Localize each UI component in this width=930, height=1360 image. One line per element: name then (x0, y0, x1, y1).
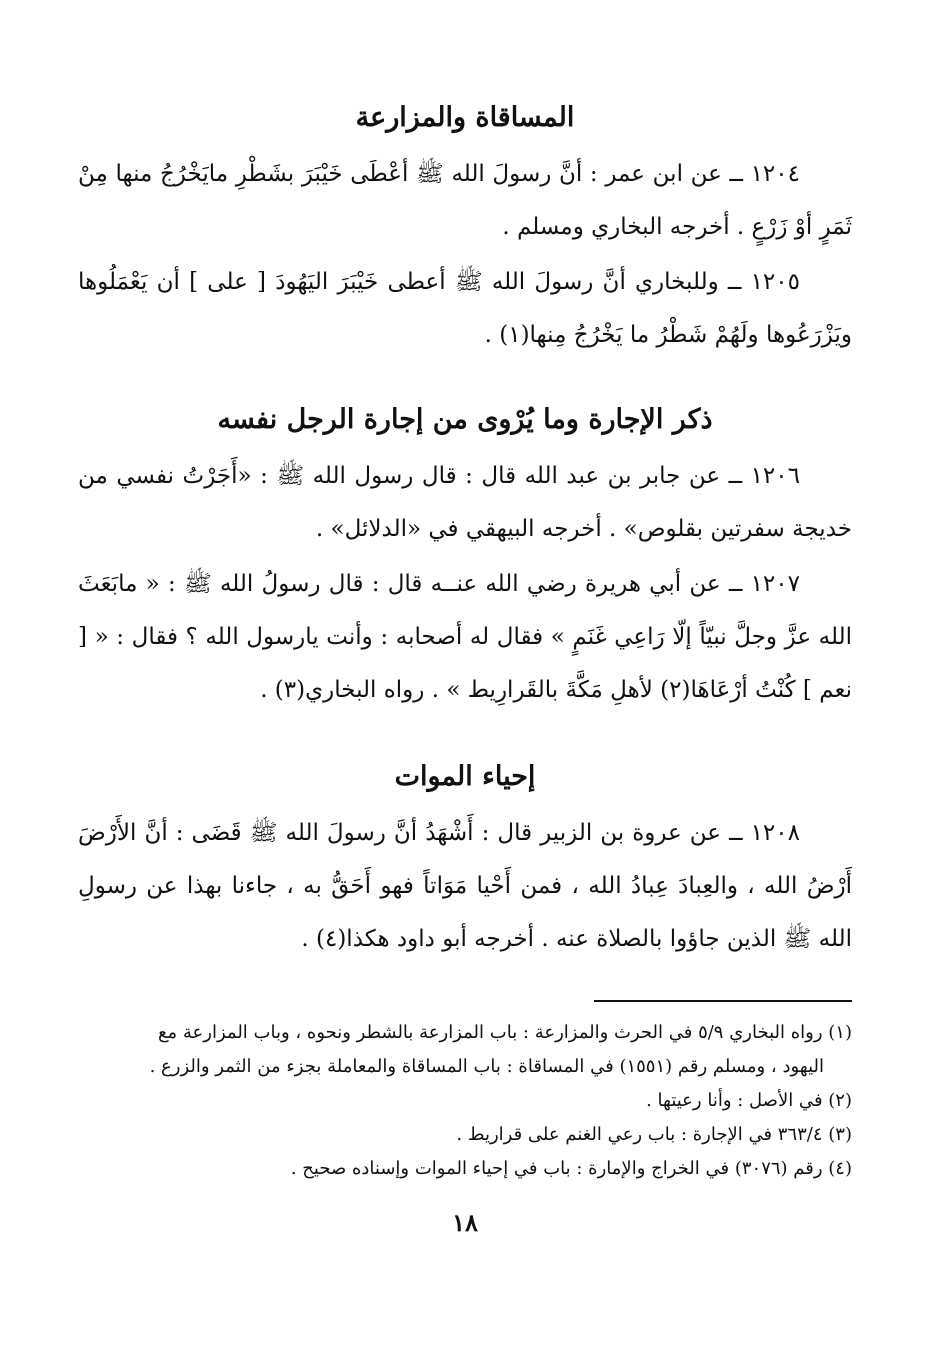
footnote-divider (594, 1000, 852, 1002)
footnote-4: (٤) رقم (٣٠٧٦) في الخراج والإمارة : باب في إحياء الموات وإسناده صحيح . (290, 1158, 852, 1179)
footnote-1-continuation: اليهود ، ومسلم رقم (١٥٥١) في المساقاة : باب المساقاة والمعاملة بجزء من الثمر والزرع . (149, 1056, 824, 1077)
section-title: المساقاة والمزارعة (355, 102, 575, 133)
hadith-1205: ١٢٠٥ ــ وللبخاري أنَّ رسولَ الله ﷺ أعطى خَيْبَرَ اليَهُودَ [ على ] أن يَعْمَلُوها ويَزْرَعُوها ولَهُمْ شَطْرُ ما يَخْرُجُ مِنها(١) . (78, 269, 852, 348)
hadith-1208: ١٢٠٨ ــ عن عروة بن الزبير قال : أَشْهَدُ أنَّ رسولَ الله ﷺ قَضَى : أنَّ الأَرْضَ أَرْضُ الله ، والعِبادَ عِبادُ الله ، فمن أَحْيا مَوَاتاً فهو أَحَقُّ به ، جاءنا بهذا عن رسولِ الله ﷺ الذين جاؤوا بالصلاة عنه . أخرجه أبو داود هكذا(٤) . (78, 820, 852, 952)
section-title: إحياء الموات (394, 761, 536, 792)
hadith-1204: ١٢٠٤ ــ عن ابن عمر : أنَّ رسولَ الله ﷺ أعْطَى خَيْبَرَ بشَطْرِ مايَخْرُجُ منها مِنْ ثَمَرٍ أوْ زَرْعٍ . أخرجه البخاري ومسلم . (78, 161, 852, 240)
section-title: ذكر الإجارة وما يُرْوى من إجارة الرجل نفسه (217, 404, 713, 435)
section-ihya-mawat (78, 755, 852, 966)
footnote-1: (١) رواه البخاري ٥/٩ في الحرث والمزارعة : باب المزارعة بالشطر ونحوه ، وباب المزارعة مع (157, 1022, 852, 1043)
footnote-2: (٢) في الأصل : وأنا رعيتها . (646, 1090, 852, 1111)
section-ijarah (78, 398, 852, 717)
page-body (78, 96, 852, 1186)
page-number: ١٨ (452, 1208, 478, 1237)
footnotes (78, 1016, 852, 1186)
section-musaqah (78, 96, 852, 362)
hadith-1206: ١٢٠٦ ــ عن جابر بن عبد الله قال : قال رسول الله ﷺ : «أَجَرْتُ نفسي من خديجة سفرتين بقلوص» . أخرجه البيهقي في «الدلائل» . (78, 463, 852, 542)
hadith-1207: ١٢٠٧ ــ عن أبي هريرة رضي الله عنــه قال : قال رسولُ الله ﷺ : « مابَعَثَ الله عزَّ وجلَّ نبيّاً إلّا رَاعِي غَنَمٍ » فقال له أصحابه : وأنت يارسول الله ؟ فقال : « [ نعم ] كُنْتُ أرْعَاهَا(٢) لأهلِ مَكَّةَ بالقَرارِيط » . رواه البخاري(٣) . (78, 571, 852, 703)
footnote-3: (٣) ٣٦٣/٤ في الإجارة : باب رعي الغنم على قراريط . (456, 1124, 852, 1145)
